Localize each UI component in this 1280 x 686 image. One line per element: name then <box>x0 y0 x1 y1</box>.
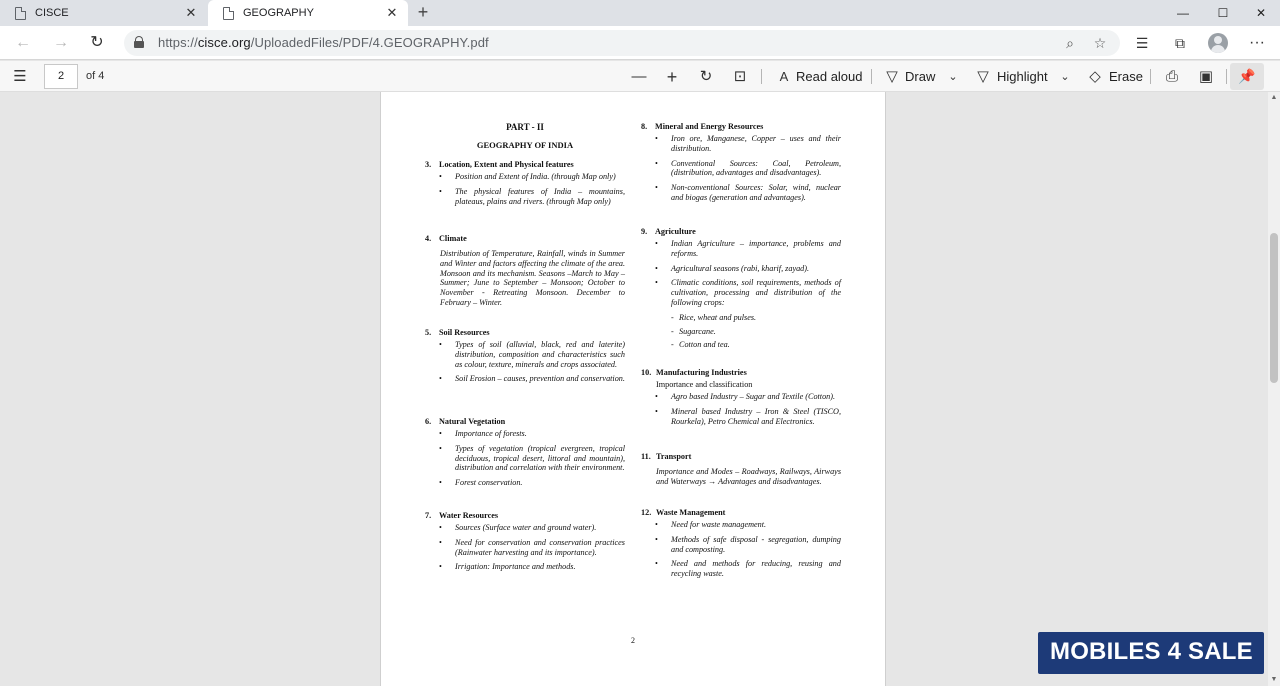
zoom-in-icon[interactable]: + <box>666 67 678 87</box>
pdf-page <box>381 92 885 686</box>
url-text[interactable]: https://cisce.org/UploadedFiles/PDF/4.GEOGRAPHY.pdf <box>158 35 489 50</box>
highlight-button[interactable]: Highlight <box>997 69 1048 84</box>
list-item: - Rice, wheat and pulses. <box>641 313 841 323</box>
close-tab-icon[interactable]: ✕ <box>185 5 197 20</box>
erase-button[interactable]: Erase <box>1109 69 1143 84</box>
print-icon[interactable]: ⎙ <box>1165 68 1178 85</box>
read-aloud-icon[interactable]: A <box>779 69 789 84</box>
paragraph: Importance and classification <box>656 380 753 389</box>
list-item: • Need and methods for reducing, reusing and recycling waste. <box>641 559 841 579</box>
profile-avatar[interactable] <box>1208 33 1228 53</box>
topic-section: 5. Soil Resources • Types of soil (alluvial, black, red and laterite) distribution, composition and characteristics such as colour, texture, minerals and crops associated. • Soil Erosion – causes, prevention and conservation. <box>425 328 625 389</box>
navigation-bar <box>0 26 1280 60</box>
list-item: • Indian Agriculture – importance, problems and reforms. <box>641 239 841 259</box>
section-title: GEOGRAPHY OF INDIA <box>476 140 574 150</box>
list-item: • Agro based Industry – Sugar and Textile (Cotton). <box>641 392 841 402</box>
list-item: • Sources (Surface water and ground water). <box>425 523 625 533</box>
tab-strip <box>0 0 1280 26</box>
list-item: • Importance of forests. <box>425 429 625 439</box>
page-icon <box>15 7 26 20</box>
minimize-button[interactable]: — <box>1177 6 1189 20</box>
topic-section: 9. Agriculture • Indian Agriculture – importance, problems and reforms. • Agricultural seasons (rabi, kharif, zayad). • Climatic conditions, soil requirements, methods of cultivation, processing and distribution of the following crops: - Rice, wheat and pulses. - Sugarcane. - Cotton and tea. <box>641 227 841 354</box>
address-bar[interactable] <box>124 30 1120 56</box>
favorites-icon[interactable]: ☰ <box>1135 35 1149 51</box>
scroll-up-icon[interactable]: ▲ <box>1270 94 1278 101</box>
highlight-icon[interactable]: ▽ <box>977 68 989 85</box>
list-item: • Position and Extent of India. (through Map only) <box>425 172 625 182</box>
lock-icon <box>134 36 144 49</box>
fit-page-icon[interactable]: ⊡ <box>733 68 747 85</box>
more-options-button[interactable]: ··· <box>1249 34 1265 51</box>
topic-section: 8. Mineral and Energy Resources • Iron ore, Manganese, Copper – uses and their distribution. • Conventional Sources: Coal, Petroleum, (distribution, advantages and disadvantages). • Non-conventional Sources: Solar, wind, nuclear and biogas (generation and advantages). <box>641 122 841 208</box>
pin-toolbar-icon[interactable]: 📌 <box>1230 63 1264 90</box>
list-item: • Non-conventional Sources: Solar, wind, nuclear and biogas (generation and advantages). <box>641 183 841 203</box>
pdf-toolbar <box>0 61 1280 92</box>
scrollbar-thumb[interactable] <box>1270 233 1278 383</box>
toolbar-divider <box>1150 69 1151 84</box>
list-item: • Need for waste management. <box>641 520 841 530</box>
list-item: • Mineral based Industry – Iron & Steel (TISCO, Rourkela), Petro Chemical and Electronics. <box>641 407 841 427</box>
paragraph: Importance and Modes – Roadways, Railways, Airways and Waterways → Advantages and disadvantages. <box>656 467 841 486</box>
watermark-text: MOBILES 4 SALE <box>1050 638 1253 665</box>
list-item: - Cotton and tea. <box>641 340 841 350</box>
toolbar-divider <box>871 69 872 84</box>
save-icon[interactable]: ▣ <box>1198 68 1214 85</box>
list-item: • Methods of safe disposal - segregation, dumping and composting. <box>641 535 841 555</box>
zoom-out-icon[interactable]: — <box>631 68 647 85</box>
list-item: - Sugarcane. <box>641 327 841 337</box>
list-item: • Need for conservation and conservation practices (Rainwater harvesting and its importance). <box>425 538 625 558</box>
read-aloud-button[interactable]: Read aloud <box>796 69 863 84</box>
close-tab-icon[interactable]: ✕ <box>386 5 398 20</box>
tab-title: CISCE <box>35 7 69 19</box>
pdf-viewer[interactable] <box>0 92 1268 686</box>
topic-section: 4. Climate Distribution of Temperature, Rainfall, winds in Summer and Winter and factors affecting the climate of the area. Monsoon and its mechanism. Seasons –March to May – Summer; June to September – Monsoon; October to November - Retreating Monsoon. December to February – Winter. <box>425 234 625 307</box>
list-item: • Iron ore, Manganese, Copper – uses and their distribution. <box>641 134 841 154</box>
zoom-icon[interactable]: ⌕ <box>1066 35 1074 51</box>
topic-section: 11. Transport Importance and Modes – Roadways, Railways, Airways and Waterways → Advantages and disadvantages. <box>641 452 841 486</box>
chevron-down-icon[interactable]: ⌄ <box>1060 71 1070 83</box>
tab-title: GEOGRAPHY <box>243 7 314 19</box>
list-item: • Forest conservation. <box>425 478 625 488</box>
scroll-down-icon[interactable]: ▼ <box>1270 676 1278 683</box>
close-window-button[interactable]: ✕ <box>1255 6 1267 20</box>
draw-button[interactable]: Draw <box>905 69 936 84</box>
draw-icon[interactable]: ▽ <box>886 68 898 85</box>
topic-section: 7. Water Resources • Sources (Surface water and ground water). • Need for conservation and conservation practices (Rainwater harvesting and its importance). • Irrigation: Importance and methods. <box>425 511 625 577</box>
contents-icon[interactable]: ☰ <box>13 68 27 85</box>
eraser-icon[interactable]: ◇ <box>1089 68 1101 85</box>
page-icon <box>223 7 234 20</box>
page-number: 2 <box>631 636 635 645</box>
favorite-star-icon[interactable]: ☆ <box>1093 35 1107 51</box>
topic-section: 10. Manufacturing Industries Importance and classification • Agro based Industry – Sugar and Textile (Cotton). • Mineral based Industry – Iron & Steel (TISCO, Rourkela), Petro Chemical and Electronics. <box>641 368 841 431</box>
topic-section: 12. Waste Management • Need for waste management. • Methods of safe disposal - segregation, dumping and composting. • Need and methods for reducing, reusing and recycling waste. <box>641 508 841 584</box>
part-title: PART - II <box>506 122 544 132</box>
page-count: of 4 <box>86 70 105 82</box>
tab-geography[interactable] <box>208 0 408 26</box>
new-tab-button[interactable]: + <box>417 2 429 22</box>
list-item: • The physical features of India – mountains, plateaus, plains and rivers. (through Map only) <box>425 187 625 207</box>
list-item: • Climatic conditions, soil requirements, methods of cultivation, processing and distribution of the following crops: <box>641 278 841 307</box>
list-item: • Agricultural seasons (rabi, kharif, zayad). <box>641 264 841 274</box>
list-item: • Irrigation: Importance and methods. <box>425 562 625 572</box>
watermark-logo <box>1038 632 1264 674</box>
paragraph: Distribution of Temperature, Rainfall, winds in Summer and Winter and factors affecting the climate of the area. Monsoon and its mechanism. Seasons –March to May – Summer; June to September – Monsoon; October to November - Retreating Monsoon. December to February – Winter. <box>440 249 625 307</box>
chevron-down-icon[interactable]: ⌄ <box>948 71 958 83</box>
list-item: • Soil Erosion – causes, prevention and conservation. <box>425 374 625 384</box>
rotate-icon[interactable]: ↻ <box>699 68 713 85</box>
list-item: • Types of soil (alluvial, black, red and laterite) distribution, composition and characteristics such as colour, texture, minerals and crops associated. <box>425 340 625 369</box>
forward-icon[interactable]: → <box>53 34 69 51</box>
list-item: • Conventional Sources: Coal, Petroleum, (distribution, advantages and disadvantages). <box>641 159 841 179</box>
topic-section: 6. Natural Vegetation • Importance of forests. • Types of vegetation (tropical evergreen, tropical deciduous, tropical desert, littoral and mountain), distribution and correlation with their environment. • Forest conservation. <box>425 417 625 493</box>
page-number-input[interactable]: 2 <box>44 64 78 89</box>
topic-section: 3. Location, Extent and Physical features • Position and Extent of India. (through Map only) • The physical features of India – mountains, plateaus, plains and rivers. (through Map only) <box>425 160 625 211</box>
maximize-button[interactable]: ☐ <box>1217 6 1229 20</box>
toolbar-divider <box>1226 69 1227 84</box>
back-icon[interactable]: ← <box>15 34 31 51</box>
toolbar-divider <box>761 69 762 84</box>
collections-icon[interactable]: ⧉ <box>1175 35 1185 51</box>
tab-cisce[interactable] <box>0 0 207 26</box>
vertical-scrollbar[interactable] <box>1268 92 1280 686</box>
refresh-icon[interactable]: ↻ <box>90 34 104 51</box>
list-item: • Types of vegetation (tropical evergreen, tropical deciduous, tropical desert, littoral and mountain), distribution and correlation with their environment. <box>425 444 625 473</box>
